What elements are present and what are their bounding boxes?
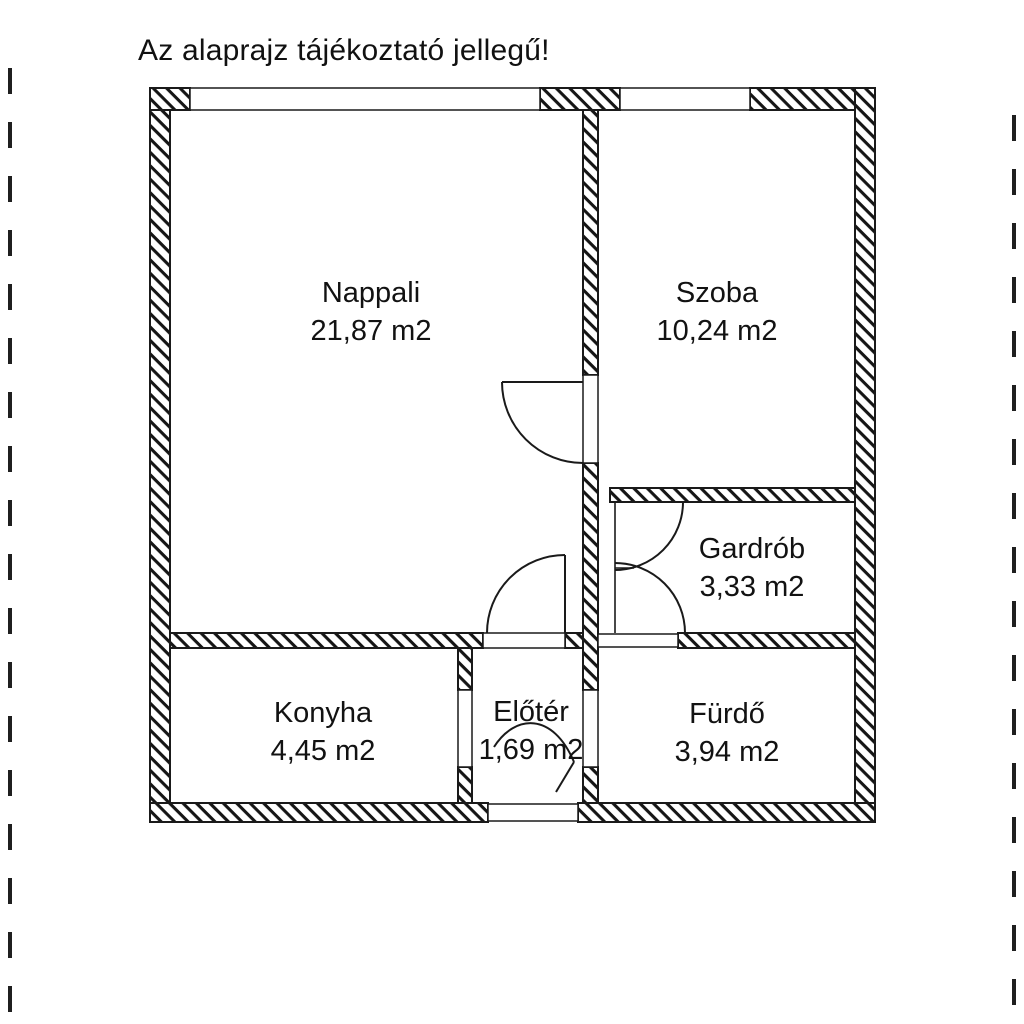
wall-furdo-top [678, 633, 855, 648]
door-opening-nappali [483, 633, 565, 648]
door-opening-szoba [583, 375, 598, 463]
wall-top-corner-left [150, 88, 190, 110]
disclaimer-text: Az alaprajz tájékoztató jellegű! [138, 34, 550, 67]
room-label-furdo [675, 695, 780, 771]
closet-arc-top [615, 502, 683, 570]
room-name: Konyha [273, 697, 373, 729]
room-label-nappali [311, 274, 432, 350]
wall-top-middle [540, 88, 620, 110]
wall-center-lower [583, 767, 598, 803]
room-label-eloter [479, 693, 584, 769]
room-area: 1,69 m2 [478, 734, 584, 766]
door-arc-nappali [487, 555, 565, 633]
room-label-gardrob [699, 530, 805, 606]
entrance-opening [488, 804, 578, 821]
gardrob-closet-doors [615, 502, 685, 633]
room-name: Nappali [321, 277, 421, 309]
wall-bottom-right [578, 803, 875, 822]
room-name: Fürdő [689, 698, 765, 730]
room-name: Gardrób [698, 533, 806, 565]
wall-nappali-bottom [170, 633, 483, 648]
room-area: 3,33 m2 [699, 571, 805, 603]
room-label-konyha [271, 694, 376, 770]
room-area: 3,94 m2 [674, 736, 780, 768]
room-name: Előtér [493, 696, 569, 728]
window-top-left [190, 88, 540, 110]
room-area: 10,24 m2 [656, 315, 778, 347]
wall-konyha-upper [458, 648, 472, 690]
door-opening-furdo [583, 690, 598, 767]
room-name: Szoba [675, 277, 759, 309]
window-top-right [620, 88, 750, 110]
wall-bottom-left [150, 803, 488, 822]
wall-right-outer [855, 88, 875, 822]
door-arc-szoba [502, 382, 583, 463]
wall-left-outer [150, 88, 170, 822]
closet-arc-bottom [615, 563, 685, 633]
wall-nappali-bottom-stub [565, 633, 583, 648]
room-area: 21,87 m2 [310, 315, 432, 347]
wall-center-middle [583, 463, 598, 690]
room-label-szoba [657, 274, 778, 350]
wall-center-upper [583, 110, 598, 375]
wall-szoba-gardrob [610, 488, 855, 502]
door-opening-konyha [458, 690, 472, 767]
room-area: 4,45 m2 [270, 735, 376, 767]
wall-konyha-lower [458, 767, 472, 803]
gardrob-furdo-opening [598, 634, 678, 647]
